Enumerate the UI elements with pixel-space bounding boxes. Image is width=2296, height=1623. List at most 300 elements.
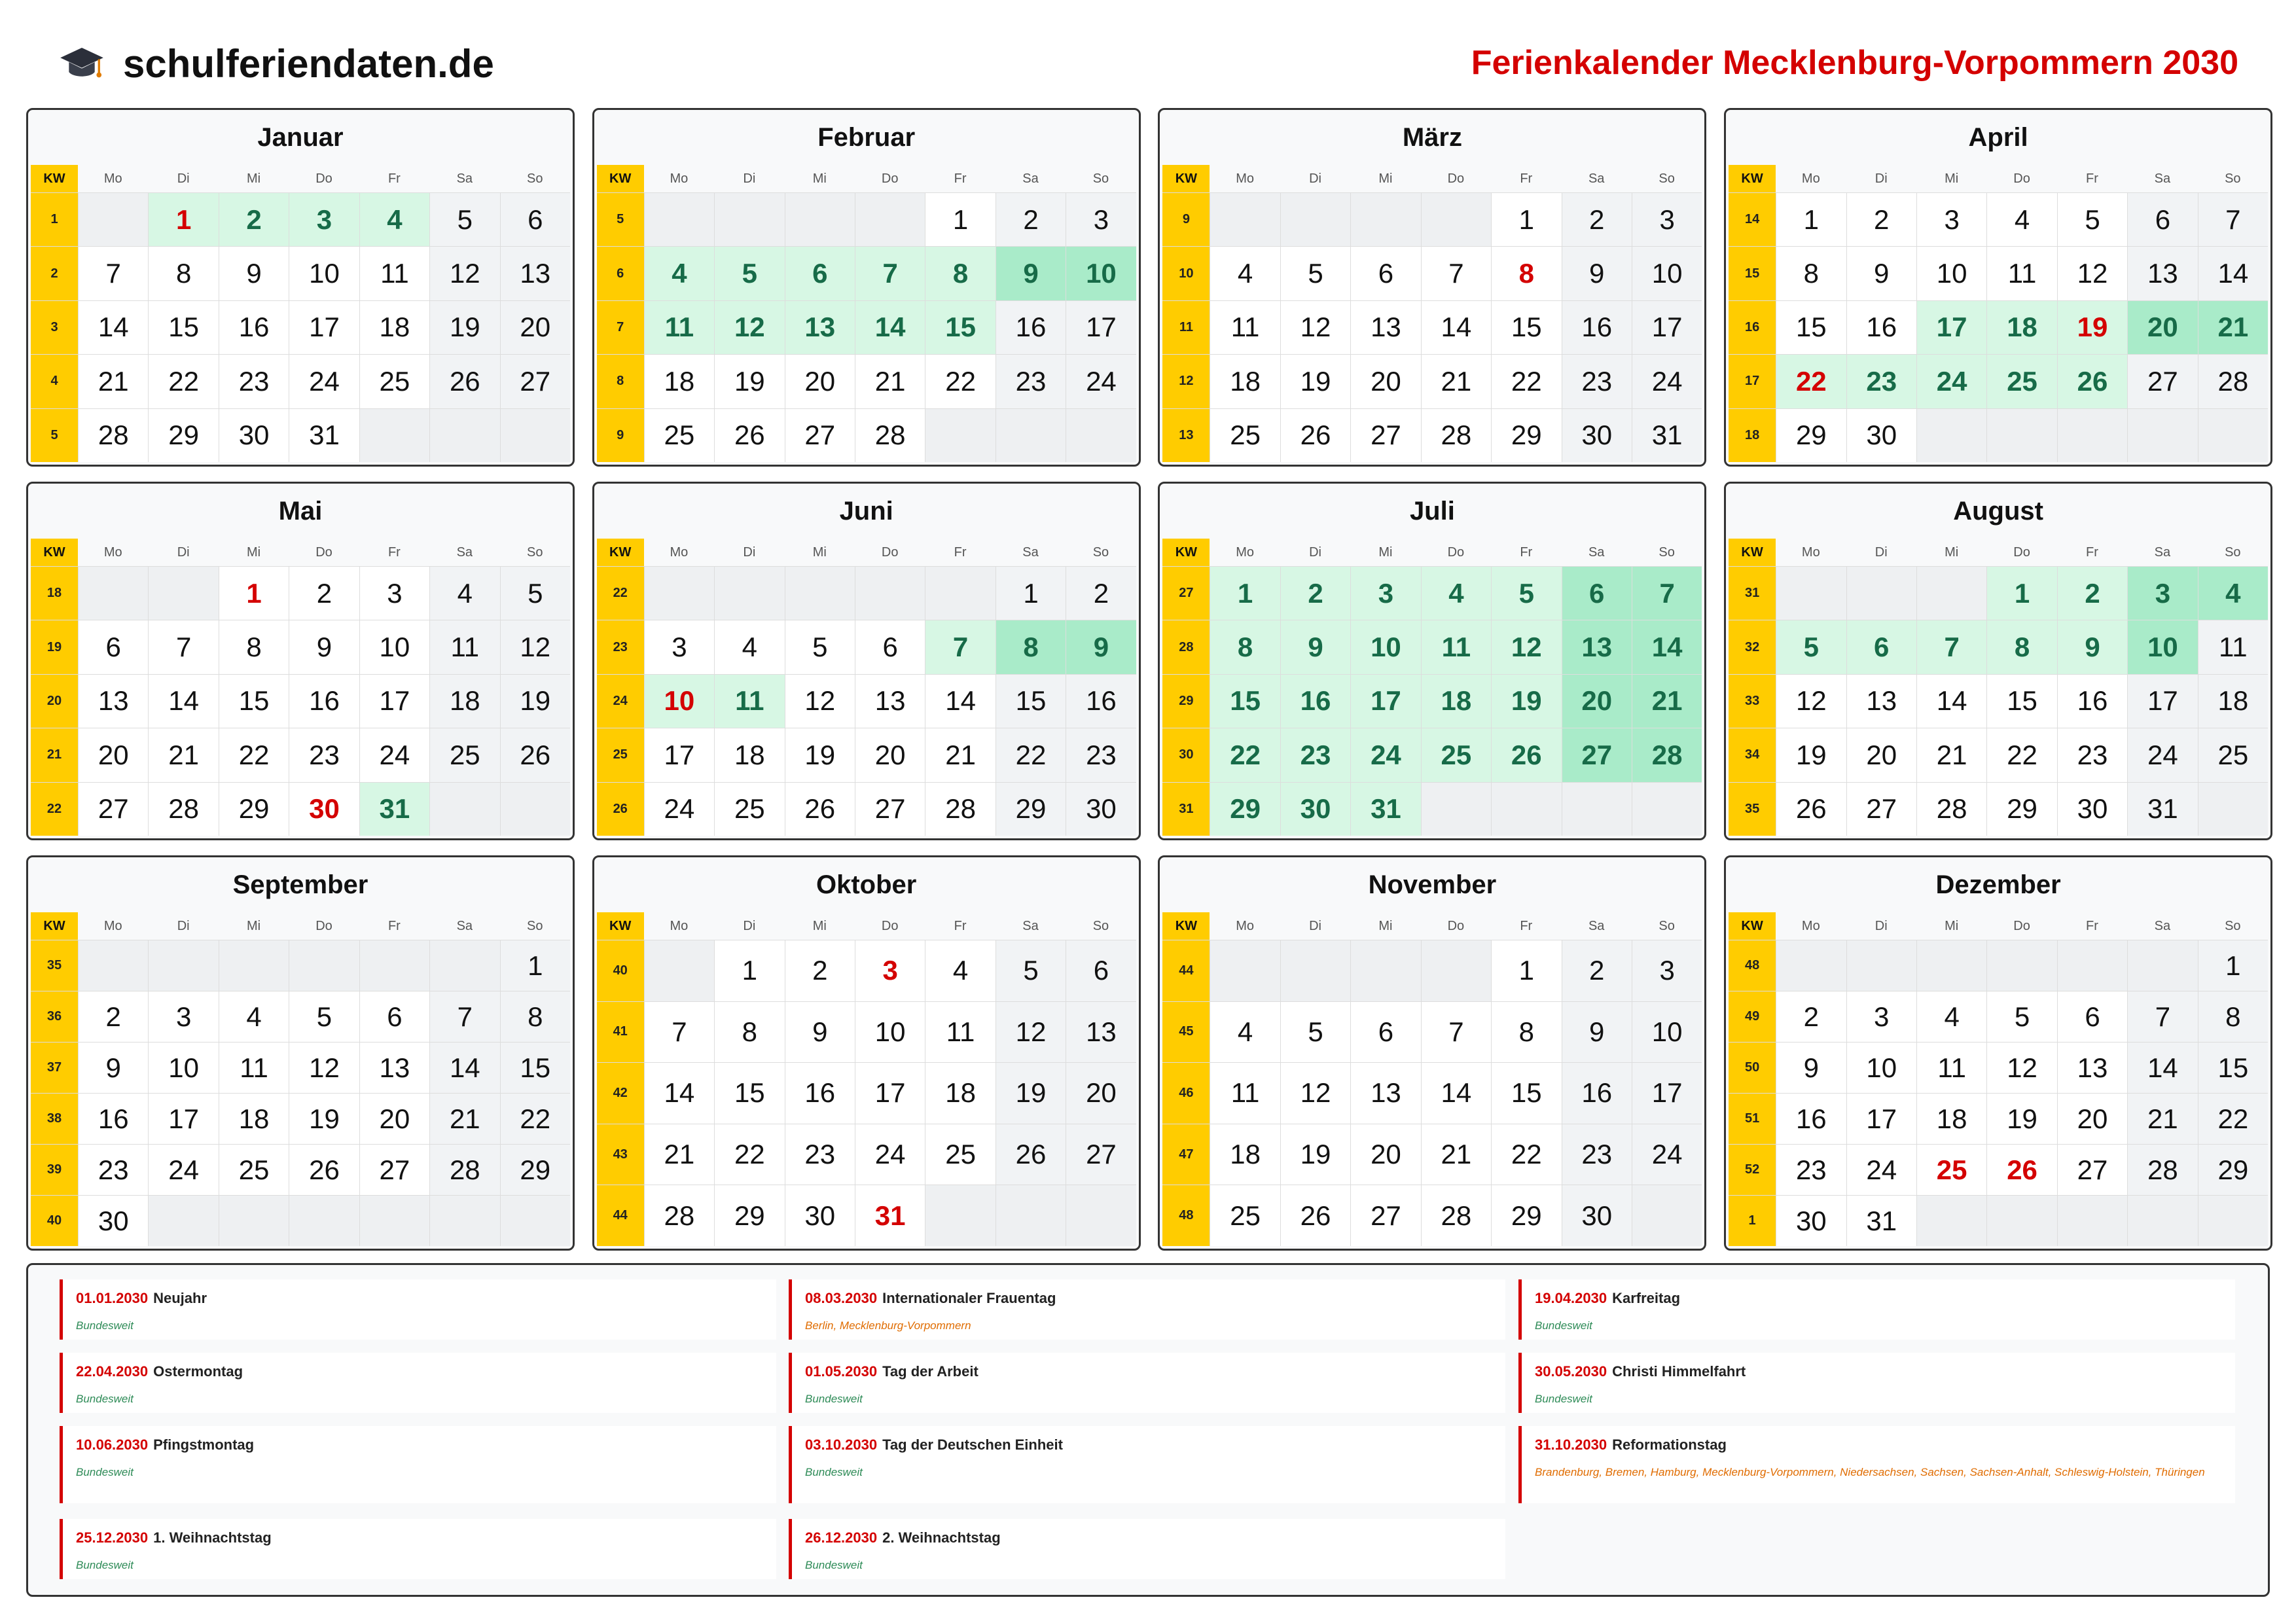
empty-day-cell	[1350, 940, 1420, 1001]
holiday-item	[789, 1353, 1505, 1413]
week-number: 7	[597, 301, 644, 354]
day-cell: 12	[996, 1002, 1066, 1063]
day-cell: 20	[2057, 1094, 2127, 1144]
day-cell: 26	[1776, 783, 1846, 836]
weekday-header: Do	[1447, 544, 1465, 560]
weekday-header: Di	[1874, 171, 1888, 186]
day-cell: 8	[1491, 247, 1561, 300]
day-cell: 31	[1632, 409, 1702, 462]
day-cell: 14	[1632, 620, 1702, 673]
day-cell: 27	[1066, 1124, 1136, 1185]
empty-day-cell	[1846, 940, 1916, 991]
day-cell: 5	[1776, 620, 1846, 673]
day-cell: 29	[1986, 783, 2056, 836]
day-cell: 12	[714, 301, 784, 354]
week-number: 9	[1162, 193, 1210, 246]
weekday-header: Mi	[1378, 544, 1393, 560]
day-cell: 20	[855, 728, 925, 781]
holiday-region: Bundesweit	[805, 1559, 863, 1571]
week-number: 5	[31, 409, 78, 462]
holiday-region: Bundesweit	[805, 1466, 863, 1478]
day-cell: 20	[359, 1094, 429, 1144]
weekday-header: Sa	[1022, 171, 1039, 186]
day-cell: 2	[78, 991, 148, 1042]
weekday-header: Sa	[1588, 544, 1605, 560]
kw-header: KW	[1162, 539, 1210, 566]
month-august	[1724, 482, 2272, 840]
day-cell: 3	[1916, 193, 1986, 246]
weekday-header: Mi	[812, 918, 827, 933]
day-cell: 9	[289, 620, 359, 673]
weekday-header: Fr	[954, 544, 967, 560]
holiday-name: Neujahr	[153, 1290, 207, 1306]
day-cell: 30	[1562, 1185, 1632, 1246]
day-cell: 20	[2127, 301, 2197, 354]
weekday-header: So	[527, 544, 543, 560]
week-number: 39	[31, 1145, 78, 1195]
day-cell: 1	[1491, 940, 1561, 1001]
day-cell: 21	[1421, 1124, 1491, 1185]
day-cell: 1	[219, 567, 289, 620]
day-cell: 30	[289, 783, 359, 836]
holiday-item	[60, 1519, 776, 1579]
weekday-header: Mo	[670, 918, 689, 933]
day-cell: 14	[2198, 247, 2268, 300]
day-cell: 7	[1916, 620, 1986, 673]
week-number: 12	[1162, 355, 1210, 408]
day-cell: 5	[1280, 1002, 1350, 1063]
week-number: 30	[1162, 728, 1210, 781]
week-number: 38	[31, 1094, 78, 1144]
holiday-date: 26.12.2030	[805, 1529, 878, 1546]
day-cell: 17	[2127, 675, 2197, 728]
week-number: 33	[1729, 675, 1776, 728]
day-cell: 8	[1210, 620, 1280, 673]
day-cell: 25	[644, 409, 714, 462]
day-cell: 9	[996, 247, 1066, 300]
day-cell: 3	[1350, 567, 1420, 620]
week-number: 42	[597, 1063, 644, 1124]
month-title: November	[1368, 870, 1497, 899]
weekday-header: Mo	[103, 918, 122, 933]
month-title: Februar	[817, 123, 916, 152]
day-cell: 11	[644, 301, 714, 354]
empty-day-cell	[1066, 409, 1136, 462]
day-cell: 18	[2198, 675, 2268, 728]
day-cell: 13	[2057, 1043, 2127, 1093]
day-cell: 27	[500, 355, 570, 408]
day-cell: 20	[1350, 1124, 1420, 1185]
site-name: schulferiendaten.de	[123, 41, 494, 86]
weekday-header: Mi	[247, 544, 261, 560]
day-cell: 27	[1350, 1185, 1420, 1246]
week-number: 40	[597, 940, 644, 1001]
day-cell: 21	[148, 728, 218, 781]
day-cell: 16	[1562, 1063, 1632, 1124]
week-number: 1	[31, 193, 78, 246]
weekday-header: Di	[177, 544, 190, 560]
holiday-region: Bundesweit	[76, 1466, 134, 1478]
day-cell: 14	[1421, 301, 1491, 354]
weekday-header: Mi	[812, 171, 827, 186]
week-number: 5	[597, 193, 644, 246]
day-cell: 8	[714, 1002, 784, 1063]
week-number: 52	[1729, 1145, 1776, 1195]
day-cell: 15	[1776, 301, 1846, 354]
day-cell: 23	[1280, 728, 1350, 781]
day-cell: 29	[500, 1145, 570, 1195]
kw-header: KW	[31, 165, 78, 192]
empty-day-cell	[429, 783, 499, 836]
weekday-header: Do	[315, 171, 332, 186]
weekday-header: Sa	[456, 171, 473, 186]
day-cell: 8	[219, 620, 289, 673]
holiday-name: Tag der Arbeit	[882, 1363, 978, 1380]
empty-day-cell	[1562, 783, 1632, 836]
day-cell: 6	[2057, 991, 2127, 1042]
day-cell: 2	[1562, 193, 1632, 246]
day-cell: 8	[925, 247, 995, 300]
day-cell: 8	[1776, 247, 1846, 300]
day-cell: 22	[1491, 1124, 1561, 1185]
weekday-header: Mi	[1945, 171, 1959, 186]
day-cell: 15	[1491, 301, 1561, 354]
weekday-header: Do	[315, 918, 332, 933]
empty-day-cell	[2127, 1196, 2197, 1246]
weekday-header: Fr	[954, 171, 967, 186]
day-cell: 19	[289, 1094, 359, 1144]
weekday-header: Di	[743, 918, 756, 933]
weekday-header: Fr	[387, 171, 401, 186]
weekday-header: Mo	[670, 171, 689, 186]
day-cell: 9	[1562, 247, 1632, 300]
weekday-header: Mo	[1236, 918, 1254, 933]
day-cell: 8	[1491, 1002, 1561, 1063]
empty-day-cell	[2198, 409, 2268, 462]
day-cell: 28	[78, 409, 148, 462]
day-cell: 4	[219, 991, 289, 1042]
day-cell: 29	[2198, 1145, 2268, 1195]
week-number: 43	[597, 1124, 644, 1185]
day-cell: 13	[2127, 247, 2197, 300]
kw-header: KW	[1729, 539, 1776, 566]
weekday-header: Do	[2013, 544, 2030, 560]
week-number: 28	[1162, 620, 1210, 673]
day-cell: 26	[714, 409, 784, 462]
empty-day-cell	[1280, 193, 1350, 246]
day-cell: 19	[2057, 301, 2127, 354]
day-cell: 10	[1066, 247, 1136, 300]
empty-day-cell	[1280, 940, 1350, 1001]
empty-day-cell	[359, 409, 429, 462]
weekday-header: So	[1659, 171, 1675, 186]
day-cell: 26	[1280, 409, 1350, 462]
holiday-item	[1518, 1353, 2235, 1413]
weekday-header: Sa	[1588, 171, 1605, 186]
day-cell: 11	[1210, 1063, 1280, 1124]
day-cell: 28	[855, 409, 925, 462]
day-cell: 6	[785, 247, 855, 300]
day-cell: 31	[2127, 783, 2197, 836]
day-cell: 21	[855, 355, 925, 408]
weekday-header: Sa	[1022, 918, 1039, 933]
week-number: 35	[31, 940, 78, 991]
day-cell: 31	[359, 783, 429, 836]
empty-day-cell	[289, 940, 359, 991]
day-cell: 26	[1986, 1145, 2056, 1195]
weekday-header: Di	[177, 918, 190, 933]
day-cell: 24	[855, 1124, 925, 1185]
day-cell: 12	[785, 675, 855, 728]
empty-day-cell	[148, 1196, 218, 1246]
day-cell: 13	[1846, 675, 1916, 728]
day-cell: 19	[500, 675, 570, 728]
day-cell: 15	[148, 301, 218, 354]
day-cell: 23	[1562, 1124, 1632, 1185]
empty-day-cell	[714, 567, 784, 620]
weekday-header: Di	[1874, 918, 1888, 933]
week-number: 46	[1162, 1063, 1210, 1124]
day-cell: 22	[1210, 728, 1280, 781]
day-cell: 20	[1562, 675, 1632, 728]
day-cell: 26	[1280, 1185, 1350, 1246]
week-number: 48	[1162, 1185, 1210, 1246]
week-number: 13	[1162, 409, 1210, 462]
day-cell: 30	[785, 1185, 855, 1246]
weekday-header: Do	[2013, 171, 2030, 186]
day-cell: 29	[219, 783, 289, 836]
day-cell: 11	[714, 675, 784, 728]
weekday-header: Fr	[1520, 544, 1533, 560]
day-cell: 24	[289, 355, 359, 408]
holiday-item	[1518, 1426, 2235, 1503]
week-number: 29	[1162, 675, 1210, 728]
empty-day-cell	[2057, 1196, 2127, 1246]
day-cell: 27	[1562, 728, 1632, 781]
day-cell: 27	[2057, 1145, 2127, 1195]
weekday-header: Do	[1447, 918, 1465, 933]
day-cell: 4	[1986, 193, 2056, 246]
week-number: 22	[597, 567, 644, 620]
day-cell: 26	[785, 783, 855, 836]
empty-day-cell	[1632, 1185, 1702, 1246]
day-cell: 12	[1280, 301, 1350, 354]
day-cell: 5	[2057, 193, 2127, 246]
day-cell: 6	[1066, 940, 1136, 1001]
day-cell: 20	[1846, 728, 1916, 781]
holiday-name: Christi Himmelfahrt	[1612, 1363, 1746, 1380]
week-number: 47	[1162, 1124, 1210, 1185]
day-cell: 23	[785, 1124, 855, 1185]
empty-day-cell	[2198, 783, 2268, 836]
day-cell: 23	[219, 355, 289, 408]
month-juni	[592, 482, 1141, 840]
site-logo[interactable]	[59, 41, 494, 86]
weekday-header: Mo	[1801, 544, 1820, 560]
day-cell: 22	[500, 1094, 570, 1144]
week-number: 50	[1729, 1043, 1776, 1093]
day-cell: 29	[148, 409, 218, 462]
day-cell: 19	[785, 728, 855, 781]
week-number: 18	[31, 567, 78, 620]
weekday-header: Di	[177, 171, 190, 186]
day-cell: 26	[1491, 728, 1561, 781]
day-cell: 10	[1846, 1043, 1916, 1093]
day-cell: 3	[148, 991, 218, 1042]
empty-day-cell	[996, 1185, 1066, 1246]
day-cell: 17	[1846, 1094, 1916, 1144]
day-cell: 11	[359, 247, 429, 300]
day-cell: 15	[1491, 1063, 1561, 1124]
weekday-header: Mi	[812, 544, 827, 560]
holiday-date: 01.01.2030	[76, 1290, 149, 1306]
week-number: 31	[1162, 783, 1210, 836]
day-cell: 25	[1916, 1145, 1986, 1195]
day-cell: 19	[1986, 1094, 2056, 1144]
holiday-item	[1518, 1279, 2235, 1340]
day-cell: 1	[1210, 567, 1280, 620]
day-cell: 29	[1491, 409, 1561, 462]
day-cell: 18	[1421, 675, 1491, 728]
day-cell: 1	[148, 193, 218, 246]
day-cell: 1	[1491, 193, 1561, 246]
day-cell: 3	[644, 620, 714, 673]
weekday-header: Sa	[2154, 918, 2171, 933]
day-cell: 12	[429, 247, 499, 300]
day-cell: 6	[2127, 193, 2197, 246]
day-cell: 2	[996, 193, 1066, 246]
day-cell: 7	[925, 620, 995, 673]
day-cell: 13	[785, 301, 855, 354]
weekday-header: So	[1659, 918, 1675, 933]
day-cell: 21	[78, 355, 148, 408]
month-februar	[592, 108, 1141, 467]
holiday-region: Berlin, Mecklenburg-Vorpommern	[805, 1319, 971, 1332]
empty-day-cell	[429, 1196, 499, 1246]
day-cell: 27	[359, 1145, 429, 1195]
page-title: Ferienkalender Mecklenburg-Vorpommern 2030	[1471, 44, 2238, 82]
day-cell: 24	[1066, 355, 1136, 408]
day-cell: 27	[855, 783, 925, 836]
week-number: 9	[597, 409, 644, 462]
day-cell: 24	[1846, 1145, 1916, 1195]
holiday-date: 08.03.2030	[805, 1290, 878, 1306]
week-number: 1	[1729, 1196, 1776, 1246]
day-cell: 10	[1350, 620, 1420, 673]
day-cell: 15	[219, 675, 289, 728]
day-cell: 28	[429, 1145, 499, 1195]
day-cell: 26	[2057, 355, 2127, 408]
empty-day-cell	[855, 193, 925, 246]
month-april	[1724, 108, 2272, 467]
week-number: 10	[1162, 247, 1210, 300]
weekday-header: Fr	[2086, 918, 2098, 933]
day-cell: 3	[1632, 940, 1702, 1001]
day-cell: 14	[644, 1063, 714, 1124]
day-cell: 4	[644, 247, 714, 300]
day-cell: 26	[996, 1124, 1066, 1185]
month-title: August	[1953, 497, 2043, 526]
week-number: 49	[1729, 991, 1776, 1042]
day-cell: 7	[1421, 247, 1491, 300]
day-cell: 16	[78, 1094, 148, 1144]
kw-header: KW	[1729, 912, 1776, 940]
empty-day-cell	[148, 940, 218, 991]
day-cell: 1	[1776, 193, 1846, 246]
day-cell: 22	[219, 728, 289, 781]
day-cell: 16	[1846, 301, 1916, 354]
week-number: 24	[597, 675, 644, 728]
day-cell: 5	[714, 247, 784, 300]
day-cell: 21	[2198, 301, 2268, 354]
weekday-header: Fr	[1520, 918, 1533, 933]
month-oktober	[592, 855, 1141, 1251]
weekday-header: So	[527, 171, 543, 186]
week-number: 35	[1729, 783, 1776, 836]
weekday-header: Di	[1309, 544, 1321, 560]
holiday-name: Karfreitag	[1612, 1290, 1681, 1306]
day-cell: 26	[500, 728, 570, 781]
weekday-header: Mo	[670, 544, 689, 560]
day-cell: 18	[359, 301, 429, 354]
week-number: 44	[597, 1185, 644, 1246]
day-cell: 6	[359, 991, 429, 1042]
day-cell: 9	[78, 1043, 148, 1093]
day-cell: 7	[2127, 991, 2197, 1042]
day-cell: 28	[1916, 783, 1986, 836]
week-number: 3	[31, 301, 78, 354]
day-cell: 27	[785, 409, 855, 462]
day-cell: 25	[1421, 728, 1491, 781]
week-number: 34	[1729, 728, 1776, 781]
day-cell: 27	[1350, 409, 1420, 462]
day-cell: 13	[1562, 620, 1632, 673]
month-november	[1158, 855, 1706, 1251]
empty-day-cell	[429, 409, 499, 462]
day-cell: 1	[2198, 940, 2268, 991]
empty-day-cell	[500, 409, 570, 462]
day-cell: 18	[219, 1094, 289, 1144]
day-cell: 2	[1066, 567, 1136, 620]
day-cell: 28	[1632, 728, 1702, 781]
weekday-header: Mo	[1801, 171, 1820, 186]
day-cell: 12	[1280, 1063, 1350, 1124]
day-cell: 6	[78, 620, 148, 673]
day-cell: 3	[1632, 193, 1702, 246]
holiday-name: 1. Weihnachtstag	[153, 1529, 272, 1546]
day-cell: 19	[1776, 728, 1846, 781]
day-cell: 18	[1210, 1124, 1280, 1185]
day-cell: 11	[219, 1043, 289, 1093]
holiday-region: Bundesweit	[1535, 1393, 1592, 1405]
day-cell: 23	[1776, 1145, 1846, 1195]
day-cell: 17	[148, 1094, 218, 1144]
day-cell: 23	[996, 355, 1066, 408]
day-cell: 19	[714, 355, 784, 408]
holiday-name: Tag der Deutschen Einheit	[882, 1436, 1063, 1453]
day-cell: 24	[148, 1145, 218, 1195]
day-cell: 17	[644, 728, 714, 781]
day-cell: 1	[714, 940, 784, 1001]
day-cell: 6	[500, 193, 570, 246]
day-cell: 3	[359, 567, 429, 620]
kw-header: KW	[597, 912, 644, 940]
day-cell: 1	[925, 193, 995, 246]
kw-header: KW	[31, 539, 78, 566]
day-cell: 15	[925, 301, 995, 354]
day-cell: 28	[1421, 409, 1491, 462]
day-cell: 4	[1210, 1002, 1280, 1063]
